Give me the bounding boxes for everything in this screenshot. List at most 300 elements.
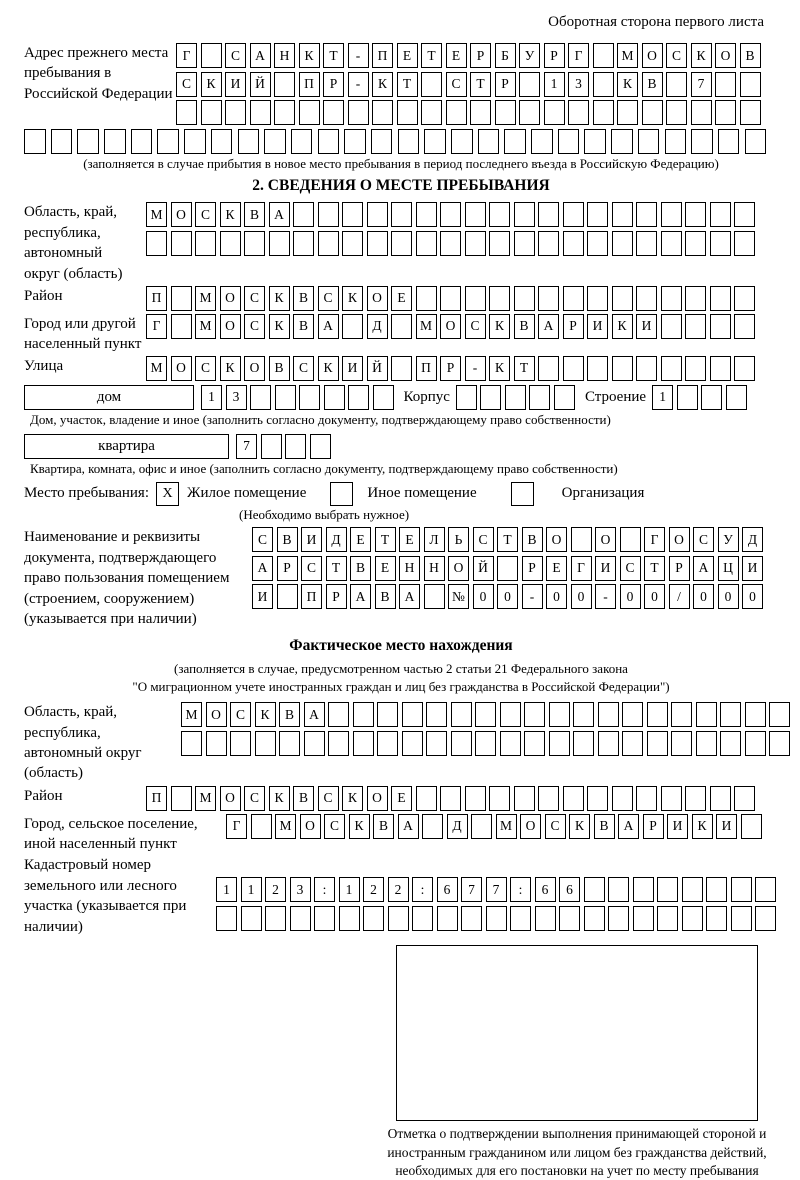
- char-cell: [734, 314, 755, 339]
- char-cell: К: [299, 43, 320, 68]
- street-s2-label: Улица: [24, 357, 64, 374]
- city-actual-label: [24, 814, 226, 855]
- char-cell: [377, 731, 398, 756]
- char-cell: [584, 877, 605, 902]
- char-cell: [157, 129, 179, 154]
- char-cell: О: [367, 786, 388, 811]
- char-cell: [342, 202, 363, 227]
- char-cell: Р: [326, 584, 347, 609]
- char-cell: Г: [226, 814, 247, 839]
- prev-address-row-1: [176, 43, 761, 68]
- char-cell: [647, 702, 668, 727]
- char-cell: [371, 129, 393, 154]
- char-cell: 0: [742, 584, 763, 609]
- char-cell: [642, 100, 663, 125]
- char-cell: №: [448, 584, 469, 609]
- char-cell: [489, 286, 510, 311]
- char-cell: :: [314, 877, 335, 902]
- char-cell: О: [206, 702, 227, 727]
- char-cell: [568, 100, 589, 125]
- char-cell: [146, 231, 167, 256]
- char-cell: [402, 731, 423, 756]
- char-cell: [461, 906, 482, 931]
- stamp-note: Отметка о подтверждении выполнения принимающей стороной и иностранным гражданином или лицом без гражданства действий, необходимых для его постановки на учет по месту пребывания: [387, 1126, 767, 1179]
- char-cell: [465, 231, 486, 256]
- char-cell: 0: [644, 584, 665, 609]
- char-cell: Г: [644, 527, 665, 552]
- char-cell: В: [350, 556, 371, 581]
- char-cell: В: [293, 314, 314, 339]
- char-cell: С: [318, 786, 339, 811]
- char-cell: [608, 877, 629, 902]
- city-s2-label-line: Город или другой: [24, 315, 136, 332]
- char-cell: И: [252, 584, 273, 609]
- field-street-s2: [24, 356, 778, 381]
- char-cell: [563, 356, 584, 381]
- char-cell: С: [195, 356, 216, 381]
- char-cell: [279, 731, 300, 756]
- char-cell: А: [250, 43, 271, 68]
- char-cell: [535, 906, 556, 931]
- char-cell: Ь: [448, 527, 469, 552]
- char-cell: [571, 527, 592, 552]
- stay-type-note: (Необходимо выбрать нужное): [239, 506, 410, 522]
- char-cell: [195, 231, 216, 256]
- char-cell: [741, 814, 762, 839]
- char-cell: [486, 906, 507, 931]
- char-cell: [587, 202, 608, 227]
- char-cell: 0: [497, 584, 518, 609]
- char-cell: [622, 702, 643, 727]
- char-cell: К: [489, 356, 510, 381]
- char-cell: [323, 100, 344, 125]
- char-cell: 1: [241, 877, 262, 902]
- char-cell: [710, 314, 731, 339]
- char-cell: -: [595, 584, 616, 609]
- char-cell: В: [293, 286, 314, 311]
- cadastral-row-2: [216, 906, 776, 931]
- char-cell: И: [587, 314, 608, 339]
- char-cell: В: [244, 202, 265, 227]
- actual-location-note-1: (заполняется в случае, предусмотренном частью 2 статьи 21 Федерального закона: [174, 661, 628, 677]
- char-cell: [691, 100, 712, 125]
- char-cell: О: [300, 814, 321, 839]
- char-cell: 6: [437, 877, 458, 902]
- char-cell: [373, 385, 394, 410]
- document-label: Наименование и реквизиты документа, подтверждающего право пользования помещением (строением, сооружением) (указывается при наличии): [24, 529, 230, 627]
- char-cell: Р: [440, 356, 461, 381]
- char-cell: С: [301, 556, 322, 581]
- char-cell: [500, 731, 521, 756]
- char-cell: [529, 385, 550, 410]
- char-cell: [720, 731, 741, 756]
- city-s2-label: [24, 314, 146, 355]
- region-s2-row-1: [146, 202, 755, 227]
- char-cell: [244, 231, 265, 256]
- region-s2-label: [24, 202, 146, 284]
- char-cell: [446, 100, 467, 125]
- char-cell: Р: [544, 43, 565, 68]
- char-cell: Ц: [718, 556, 739, 581]
- region-s2-label-line: округ (область): [24, 265, 123, 282]
- char-cell: [514, 286, 535, 311]
- char-cell: [563, 231, 584, 256]
- char-cell: [424, 584, 445, 609]
- char-cell: [685, 356, 706, 381]
- char-cell: С: [465, 314, 486, 339]
- char-cell: [636, 202, 657, 227]
- char-cell: [661, 231, 682, 256]
- char-cell: Й: [250, 72, 271, 97]
- char-cell: [416, 231, 437, 256]
- char-cell: [745, 129, 767, 154]
- document-row-1: [252, 527, 763, 552]
- char-cell: -: [348, 72, 369, 97]
- actual-location-note-2: "О миграционном учете иностранных граждан и лиц без гражданства в Российской Федерации"): [132, 679, 670, 695]
- char-cell: М: [275, 814, 296, 839]
- char-cell: [391, 356, 412, 381]
- char-cell: [342, 314, 363, 339]
- char-cell: Й: [367, 356, 388, 381]
- city-s2-label-line: населенный пункт: [24, 336, 142, 353]
- char-cell: [745, 702, 766, 727]
- char-cell: Н: [424, 556, 445, 581]
- region-actual-label-line: республика,: [24, 724, 101, 741]
- char-cell: М: [195, 786, 216, 811]
- char-cell: [171, 786, 192, 811]
- char-cell: К: [569, 814, 590, 839]
- char-cell: [538, 202, 559, 227]
- char-cell: [440, 202, 461, 227]
- char-cell: М: [195, 286, 216, 311]
- char-cell: 2: [265, 877, 286, 902]
- char-cell: [201, 100, 222, 125]
- char-cell: [734, 356, 755, 381]
- char-cell: Й: [473, 556, 494, 581]
- char-cell: М: [146, 356, 167, 381]
- char-cell: О: [595, 527, 616, 552]
- char-cell: [225, 100, 246, 125]
- char-cell: Н: [399, 556, 420, 581]
- char-cell: Е: [397, 43, 418, 68]
- char-cell: 1: [544, 72, 565, 97]
- char-cell: Т: [323, 43, 344, 68]
- char-cell: [636, 286, 657, 311]
- char-cell: [304, 731, 325, 756]
- char-cell: [318, 231, 339, 256]
- apartment-cells: [236, 434, 331, 459]
- field-document: [24, 527, 778, 629]
- char-cell: [451, 129, 473, 154]
- char-cell: К: [489, 314, 510, 339]
- char-cell: Е: [399, 527, 420, 552]
- char-cell: 2: [363, 877, 384, 902]
- char-cell: О: [440, 314, 461, 339]
- char-cell: [206, 731, 227, 756]
- char-cell: [593, 72, 614, 97]
- char-cell: [682, 877, 703, 902]
- char-cell: [230, 731, 251, 756]
- char-cell: [617, 100, 638, 125]
- char-cell: К: [692, 814, 713, 839]
- char-cell: 0: [473, 584, 494, 609]
- char-cell: [184, 129, 206, 154]
- char-cell: [437, 906, 458, 931]
- stay-type-label: Место пребывания:: [24, 485, 149, 502]
- char-cell: [220, 231, 241, 256]
- char-cell: К: [691, 43, 712, 68]
- char-cell: [475, 731, 496, 756]
- region-actual-label-line: (область): [24, 765, 83, 782]
- char-cell: В: [269, 356, 290, 381]
- char-cell: [538, 786, 559, 811]
- char-cell: [104, 129, 126, 154]
- char-cell: 1: [339, 877, 360, 902]
- char-cell: В: [522, 527, 543, 552]
- char-cell: [731, 906, 752, 931]
- prev-address-note: (заполняется в случае прибытия в новое место пребывания в период последнего въезда в Российскую Федерацию): [83, 155, 719, 171]
- char-cell: [250, 385, 271, 410]
- char-cell: [696, 731, 717, 756]
- char-cell: [238, 129, 260, 154]
- page-title: Оборотная сторона первого листа: [548, 14, 764, 30]
- char-cell: И: [716, 814, 737, 839]
- stroenie-cells: [652, 385, 747, 410]
- char-cell: [769, 731, 790, 756]
- char-cell: К: [255, 702, 276, 727]
- char-cell: [734, 231, 755, 256]
- char-cell: [612, 231, 633, 256]
- char-cell: [755, 877, 776, 902]
- char-cell: М: [181, 702, 202, 727]
- char-cell: [291, 129, 313, 154]
- char-cell: [348, 385, 369, 410]
- char-cell: М: [416, 314, 437, 339]
- char-cell: [755, 906, 776, 931]
- char-cell: П: [416, 356, 437, 381]
- char-cell: [666, 100, 687, 125]
- char-cell: [514, 202, 535, 227]
- char-cell: Д: [447, 814, 468, 839]
- char-cell: 3: [568, 72, 589, 97]
- char-cell: [701, 385, 722, 410]
- char-cell: О: [520, 814, 541, 839]
- char-cell: [261, 434, 282, 459]
- char-cell: В: [514, 314, 535, 339]
- char-cell: [251, 814, 272, 839]
- char-cell: И: [342, 356, 363, 381]
- char-cell: [363, 906, 384, 931]
- char-cell: С: [693, 527, 714, 552]
- char-cell: С: [545, 814, 566, 839]
- char-cell: О: [220, 786, 241, 811]
- char-cell: О: [220, 314, 241, 339]
- char-cell: Р: [563, 314, 584, 339]
- region-actual-row-2: [181, 731, 790, 756]
- char-cell: О: [448, 556, 469, 581]
- document-row-2: [252, 556, 763, 581]
- prev-address-row-3: [176, 100, 761, 125]
- char-cell: [500, 702, 521, 727]
- char-cell: [471, 814, 492, 839]
- char-cell: П: [299, 72, 320, 97]
- char-cell: П: [372, 43, 393, 68]
- char-cell: [422, 814, 443, 839]
- char-cell: В: [293, 786, 314, 811]
- char-cell: [685, 286, 706, 311]
- char-cell: [720, 702, 741, 727]
- char-cell: Д: [326, 527, 347, 552]
- char-cell: [559, 906, 580, 931]
- char-cell: [293, 231, 314, 256]
- char-cell: [538, 286, 559, 311]
- char-cell: [274, 72, 295, 97]
- char-cell: [661, 314, 682, 339]
- char-cell: О: [669, 527, 690, 552]
- char-cell: [440, 786, 461, 811]
- char-cell: [372, 100, 393, 125]
- char-cell: С: [252, 527, 273, 552]
- char-cell: [171, 231, 192, 256]
- char-cell: А: [398, 814, 419, 839]
- char-cell: [563, 786, 584, 811]
- district-s2-row: [146, 286, 755, 311]
- char-cell: [489, 231, 510, 256]
- char-cell: О: [546, 527, 567, 552]
- char-cell: Р: [669, 556, 690, 581]
- city-actual-row: [226, 814, 762, 839]
- char-cell: С: [244, 786, 265, 811]
- char-cell: [598, 731, 619, 756]
- char-cell: [636, 786, 657, 811]
- char-cell: [397, 100, 418, 125]
- char-cell: Е: [350, 527, 371, 552]
- char-cell: А: [252, 556, 273, 581]
- region-s2-row-2: [146, 231, 755, 256]
- char-cell: [421, 100, 442, 125]
- char-cell: А: [318, 314, 339, 339]
- char-cell: К: [318, 356, 339, 381]
- char-cell: А: [399, 584, 420, 609]
- char-cell: 6: [559, 877, 580, 902]
- char-cell: [519, 100, 540, 125]
- char-cell: [24, 129, 46, 154]
- char-cell: [171, 286, 192, 311]
- char-cell: К: [612, 314, 633, 339]
- char-cell: [314, 906, 335, 931]
- char-cell: М: [146, 202, 167, 227]
- char-cell: [426, 731, 447, 756]
- char-cell: [489, 786, 510, 811]
- char-cell: М: [617, 43, 638, 68]
- char-cell: [549, 731, 570, 756]
- char-cell: [671, 731, 692, 756]
- char-cell: [504, 129, 526, 154]
- char-cell: [250, 100, 271, 125]
- char-cell: [587, 286, 608, 311]
- char-cell: -: [465, 356, 486, 381]
- char-cell: [342, 231, 363, 256]
- char-cell: К: [269, 786, 290, 811]
- char-cell: [519, 72, 540, 97]
- char-cell: [416, 786, 437, 811]
- char-cell: 0: [546, 584, 567, 609]
- char-cell: [661, 786, 682, 811]
- char-cell: [275, 385, 296, 410]
- house-box: дом: [24, 385, 194, 410]
- char-cell: [171, 314, 192, 339]
- char-cell: 7: [691, 72, 712, 97]
- char-cell: [666, 72, 687, 97]
- cadastral-grid: [216, 877, 776, 931]
- char-cell: [470, 100, 491, 125]
- char-cell: [554, 385, 575, 410]
- char-cell: [710, 786, 731, 811]
- char-cell: П: [301, 584, 322, 609]
- char-cell: [353, 702, 374, 727]
- char-cell: [277, 584, 298, 609]
- char-cell: Т: [375, 527, 396, 552]
- char-cell: Д: [742, 527, 763, 552]
- char-cell: [584, 129, 606, 154]
- char-cell: Е: [375, 556, 396, 581]
- checkbox-org: [511, 482, 534, 506]
- char-cell: Г: [571, 556, 592, 581]
- region-s2-label-line: Область, край,: [24, 204, 118, 221]
- field-prev-address: [24, 43, 778, 125]
- actual-location-heading: Фактическое место нахождения: [289, 637, 513, 655]
- char-cell: [638, 129, 660, 154]
- field-region-actual: [24, 702, 778, 784]
- char-cell: [633, 906, 654, 931]
- char-cell: [710, 286, 731, 311]
- char-cell: А: [538, 314, 559, 339]
- char-cell: [181, 731, 202, 756]
- char-cell: Т: [470, 72, 491, 97]
- char-cell: [293, 202, 314, 227]
- char-cell: О: [642, 43, 663, 68]
- char-cell: [715, 100, 736, 125]
- house-cells: [201, 385, 394, 410]
- char-cell: [657, 877, 678, 902]
- char-cell: [285, 434, 306, 459]
- char-cell: П: [146, 786, 167, 811]
- char-cell: К: [349, 814, 370, 839]
- char-cell: В: [740, 43, 761, 68]
- char-cell: [505, 385, 526, 410]
- char-cell: [77, 129, 99, 154]
- char-cell: 2: [388, 877, 409, 902]
- char-cell: Т: [397, 72, 418, 97]
- char-cell: О: [171, 202, 192, 227]
- region-s2-label-line: республика,: [24, 224, 101, 241]
- char-cell: [563, 286, 584, 311]
- char-cell: [264, 129, 286, 154]
- char-cell: В: [642, 72, 663, 97]
- char-cell: [367, 231, 388, 256]
- section2-heading: 2. СВЕДЕНИЯ О МЕСТЕ ПРЕБЫВАНИЯ: [252, 177, 550, 195]
- region-actual-grid: [181, 702, 790, 756]
- document-row-3: [252, 584, 763, 609]
- city-actual-label-line: иной населенный пункт: [24, 836, 177, 853]
- char-cell: [608, 906, 629, 931]
- char-cell: [531, 129, 553, 154]
- char-cell: А: [618, 814, 639, 839]
- char-cell: И: [667, 814, 688, 839]
- char-cell: [612, 286, 633, 311]
- char-cell: Р: [323, 72, 344, 97]
- char-cell: К: [220, 356, 241, 381]
